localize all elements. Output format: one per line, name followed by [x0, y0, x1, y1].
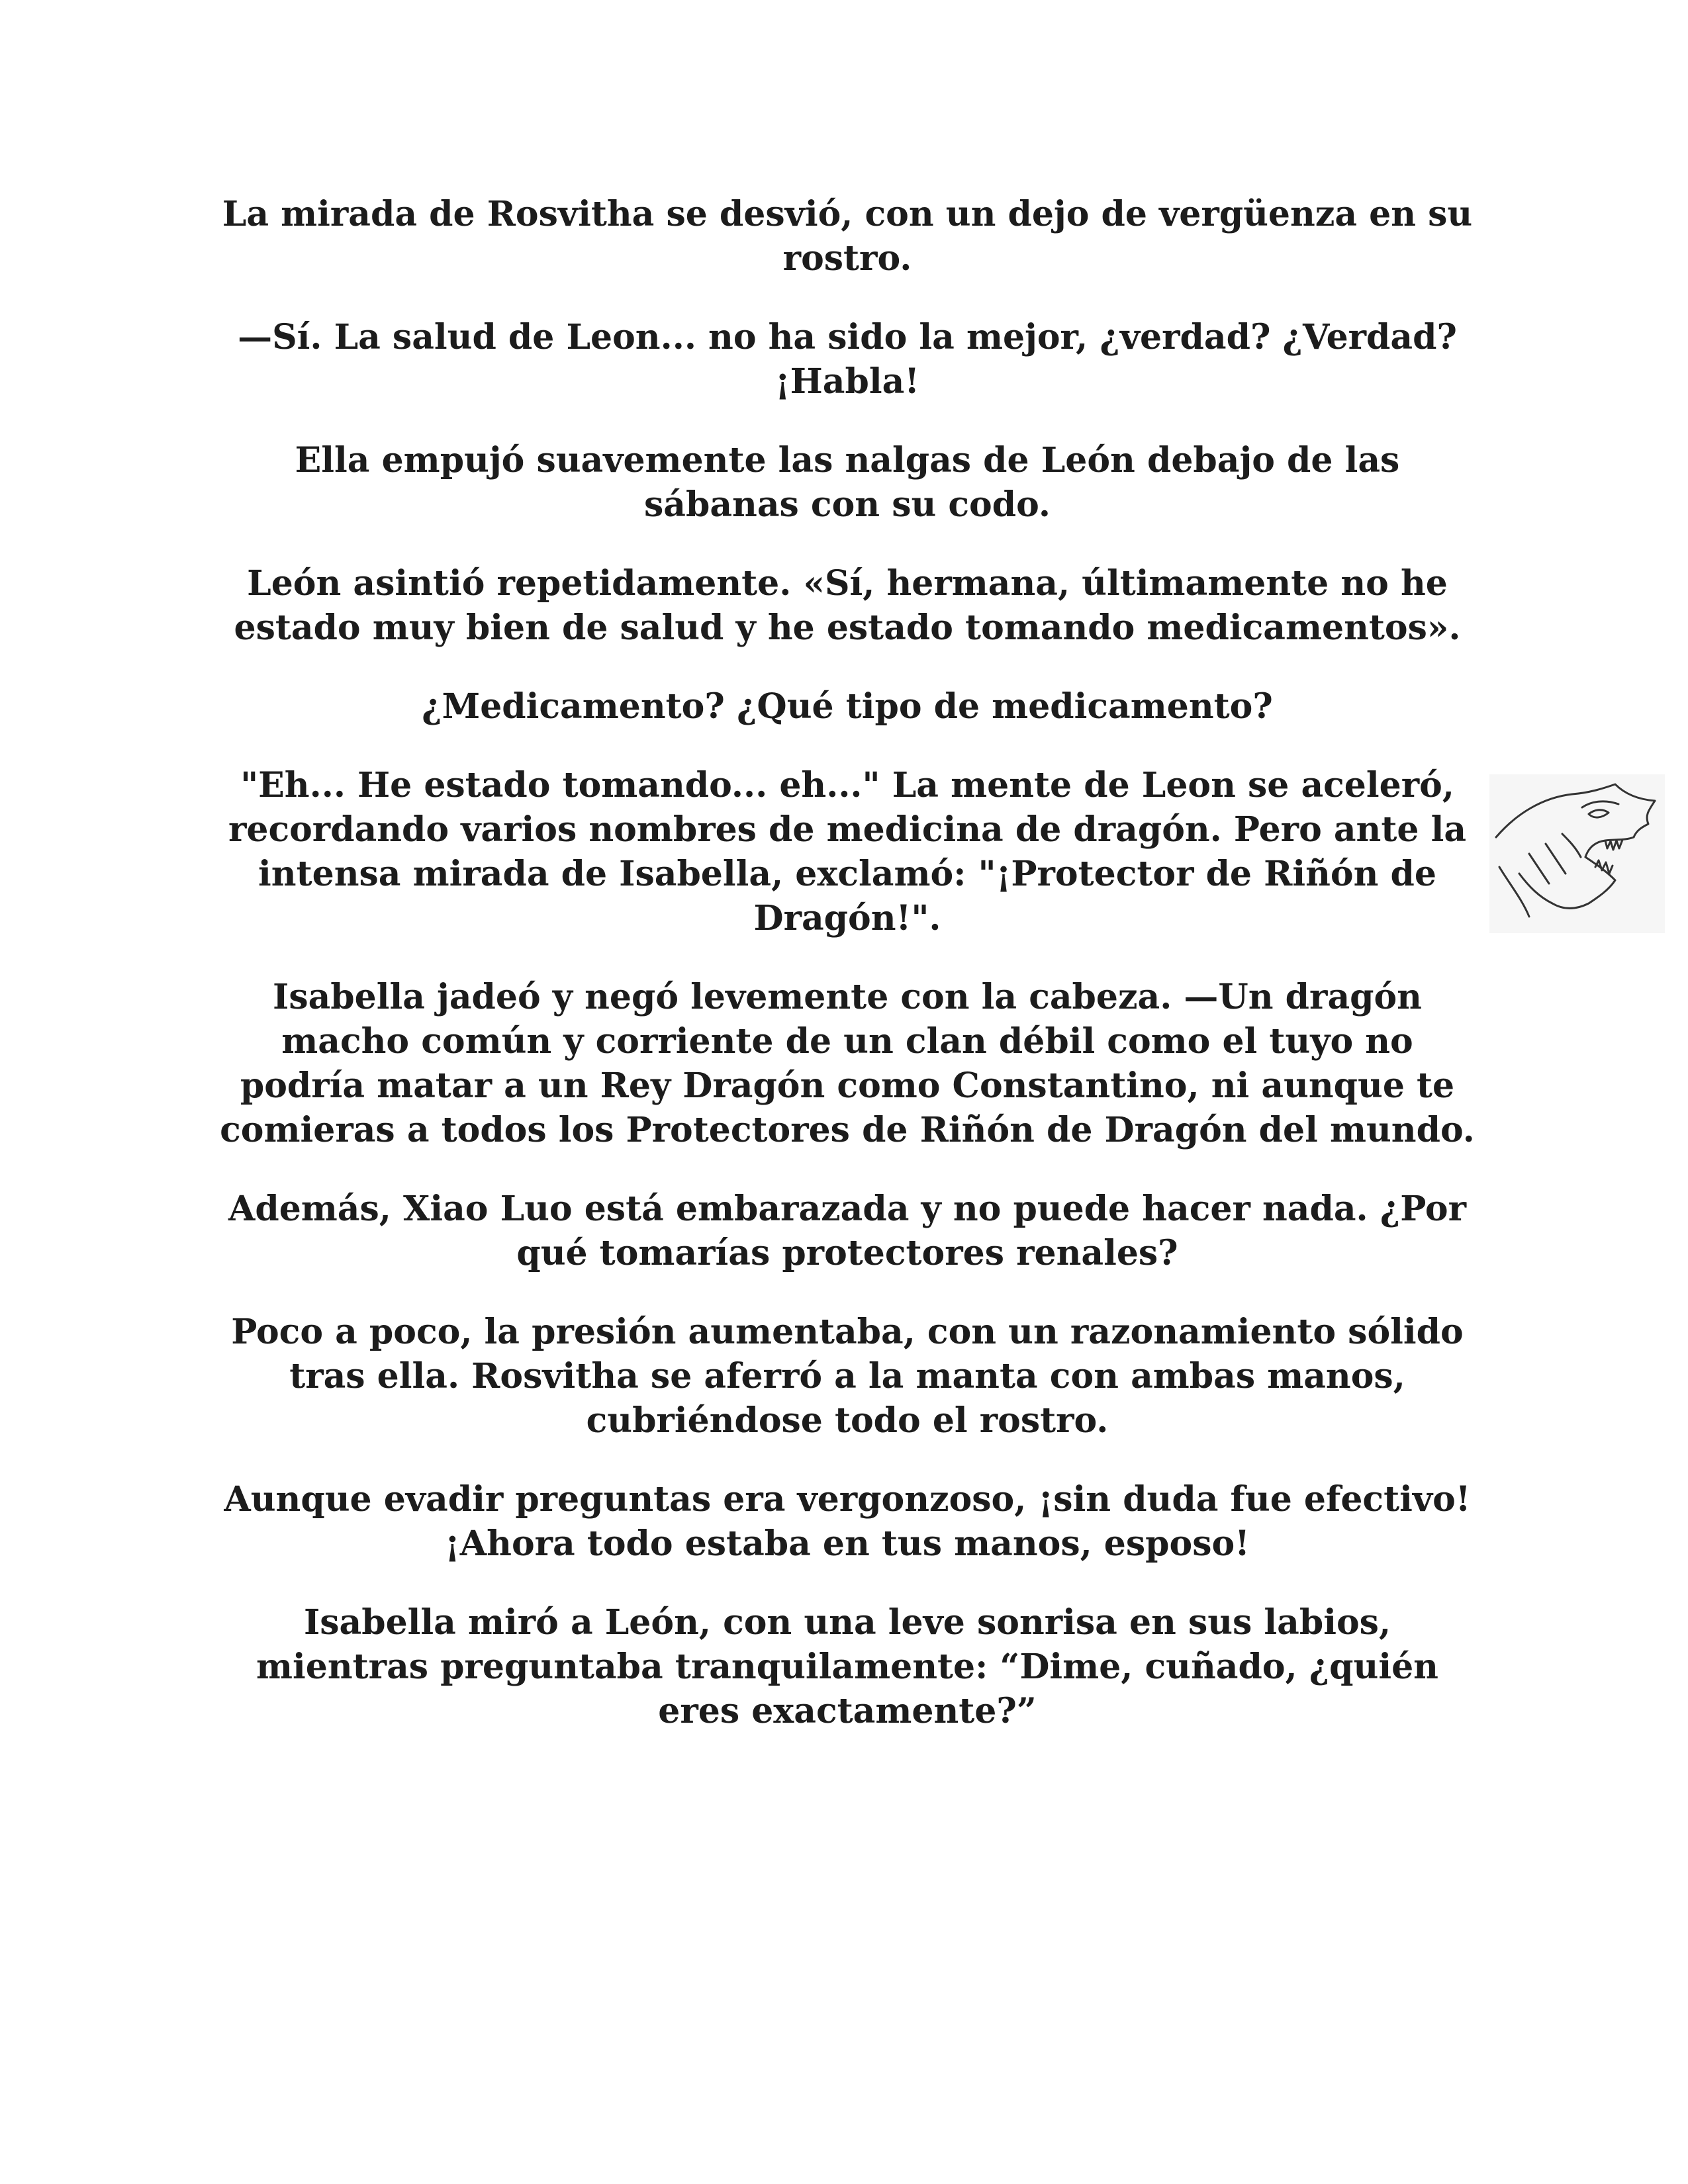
story-text — [218, 192, 1476, 1768]
paragraph-11: Isabella miró a León, con una leve sonrisa en sus labios, mientras preguntaba tranquilamente: “Dime, cuñado, ¿quién eres exactamente?” — [256, 1602, 1438, 1731]
paragraph-9: Poco a poco, la presión aumentaba, con un razonamiento sólido tras ella. Rosvitha se aferró a la manta con ambas manos, cubriéndose todo el rostro. — [231, 1312, 1464, 1441]
paragraph-1: La mirada de Rosvitha se desvió, con un dejo de vergüenza en su rostro. — [222, 194, 1473, 279]
paragraph-5: ¿Medicamento? ¿Qué tipo de medicamento? — [422, 686, 1273, 727]
paragraph-8: Además, Xiao Luo está embarazada y no puede hacer nada. ¿Por qué tomarías protectores renales? — [228, 1189, 1466, 1273]
dragon-head-icon — [1489, 774, 1665, 933]
paragraph-4: León asintió repetidamente. «Sí, hermana, últimamente no he estado muy bien de salud y he estado tomando medicamentos». — [234, 563, 1461, 648]
paragraph-3: Ella empujó suavemente las nalgas de León debajo de las sábanas con su codo. — [295, 440, 1400, 525]
paragraph-7: Isabella jadeó y negó levemente con la cabeza. —Un dragón macho común y corriente de un clan débil como el tuyo no podría matar a un Rey Dragón como Constantino, ni aunque te comieras a todos los Protectores de Riñón de Dragón del mundo. — [220, 977, 1475, 1150]
paragraph-2: —Sí. La salud de Leon... no ha sido la mejor, ¿verdad? ¿Verdad? ¡Habla! — [238, 317, 1457, 402]
paragraph-10: Aunque evadir preguntas era vergonzoso, ¡sin duda fue efectivo! ¡Ahora todo estaba en tus manos, esposo! — [224, 1479, 1471, 1564]
paragraph-6: "Eh... He estado tomando... eh..." La mente de Leon se aceleró, recordando varios nombres de medicina de dragón. Pero ante la intensa mirada de Isabella, exclamó: "¡Protector de Riñón de Dragón!". — [228, 765, 1467, 938]
